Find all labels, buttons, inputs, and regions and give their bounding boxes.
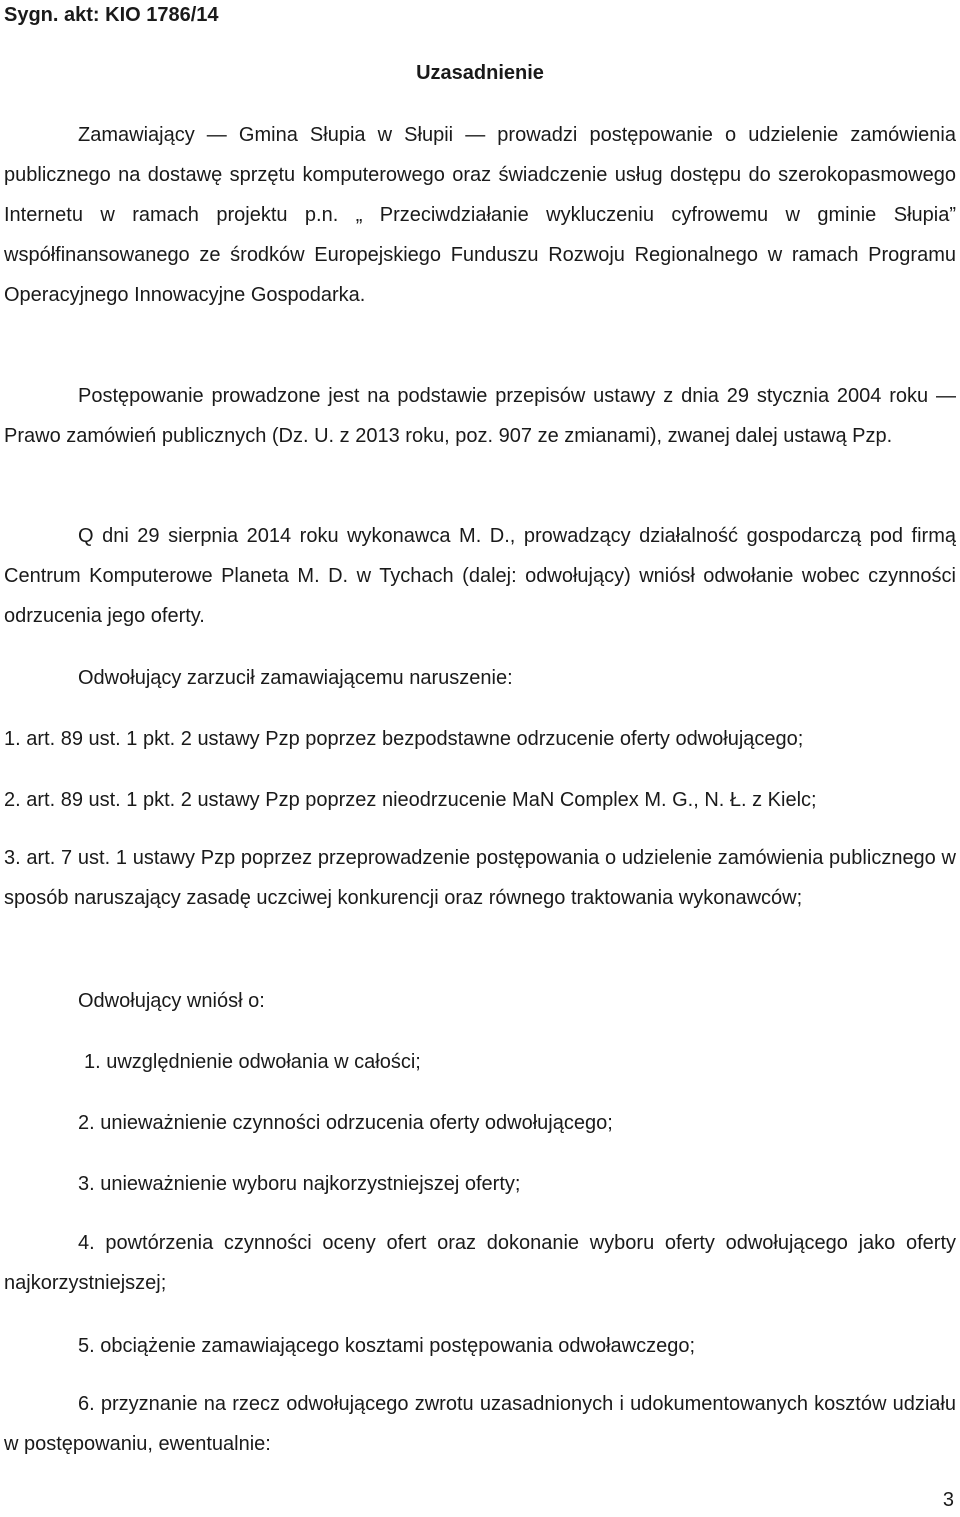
requests-intro: Odwołujący wniósł o: bbox=[78, 990, 265, 1012]
request-item: 5. obciążenie zamawiającego kosztami postępowania odwoławczego; bbox=[78, 1335, 696, 1357]
allegations-intro: Odwołujący zarzucił zamawiającemu naruszenie: bbox=[78, 667, 513, 689]
request-item: 2. unieważnienie czynności odrzucenia oferty odwołującego; bbox=[78, 1112, 613, 1134]
case-signature: Sygn. akt: KIO 1786/14 bbox=[4, 4, 219, 26]
appeal-paragraph: Q dni 29 sierpnia 2014 roku wykonawca M. D., prowadzący działalność gospodarczą pod firmą Centrum Komputerowe Planeta M. D. w Tychach (dalej: odwołujący) wniósł odwołanie wobec czynności odrzucenia jego oferty. bbox=[4, 525, 956, 627]
allegation-item: 3. art. 7 ust. 1 ustawy Pzp poprzez przeprowadzenie postępowania o udzielenie zamówienia publicznego w sposób naruszający zasadę uczciwej konkurencji oraz równego traktowania wykonawców; bbox=[4, 847, 956, 909]
allegation-item: 1. art. 89 ust. 1 pkt. 2 ustawy Pzp poprzez bezpodstawne odrzucenie oferty odwołującego; bbox=[4, 728, 804, 750]
request-item: 3. unieważnienie wyboru najkorzystniejszej oferty; bbox=[78, 1173, 521, 1195]
request-item: 1. uwzględnienie odwołania w całości; bbox=[84, 1051, 421, 1073]
allegation-item: 2. art. 89 ust. 1 pkt. 2 ustawy Pzp poprzez nieodrzucenie MaN Complex M. G., N. Ł. z Kielc; bbox=[4, 789, 817, 811]
request-item: 6. przyznanie na rzecz odwołującego zwrotu uzasadnionych i udokumentowanych kosztów udziału w postępowaniu, ewentualnie: bbox=[4, 1393, 956, 1455]
document-title: Uzasadnienie bbox=[416, 62, 544, 84]
legal-basis-paragraph: Postępowanie prowadzone jest na podstawie przepisów ustawy z dnia 29 stycznia 2004 roku — Prawo zamówień publicznych (Dz. U. z 2013 roku, poz. 907 ze zmianami), zwanej dalej ustawą Pzp. bbox=[4, 385, 956, 447]
intro-paragraph: Zamawiający — Gmina Słupia w Słupii — prowadzi postępowanie o udzielenie zamówienia publicznego na dostawę sprzętu komputerowego oraz świadczenie usług dostępu do szerokopasmowego Internetu w ramach projektu p.n. „ Przeciwdziałanie wykluczeniu cyfrowemu w gminie Słupia” współfinansowanego ze środków Europejskiego Funduszu Rozwoju Regionalnego w ramach Programu Operacyjnego Innowacyjne Gospodarka. bbox=[4, 124, 956, 306]
page-number: 3 bbox=[942, 1489, 954, 1511]
request-item: 4. powtórzenia czynności oceny ofert oraz dokonanie wyboru oferty odwołującego jako oferty najkorzystniejszej; bbox=[4, 1232, 956, 1294]
